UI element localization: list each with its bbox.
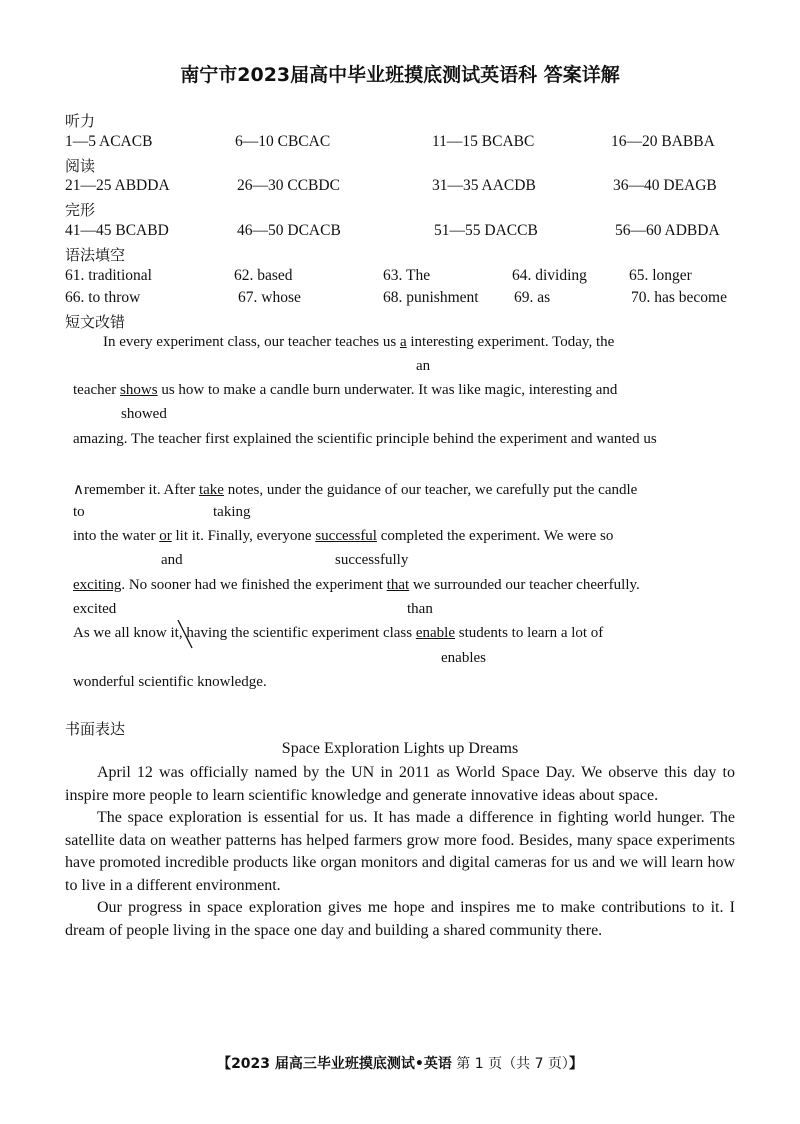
- footer-bracket: 】: [568, 1056, 583, 1072]
- answer-group: 21—25 ABDDA: [65, 177, 170, 194]
- correction-word: excited: [73, 601, 117, 617]
- grammar-answer: 61. traditional: [65, 267, 152, 284]
- correction-line-6: [73, 577, 640, 594]
- text: lit it. Finally, everyone: [171, 528, 316, 544]
- answer-group: 6—10 CBCAC: [235, 133, 331, 150]
- footer-label: 2023 届高三毕业班摸底测试: [231, 1056, 415, 1072]
- section-writing: 书面表达: [65, 720, 126, 738]
- error-word: or: [159, 528, 172, 544]
- text: remember it. After: [83, 482, 199, 498]
- correction-word: and: [161, 552, 183, 568]
- correction-word: taking: [213, 504, 251, 520]
- grammar-answer: 69. as: [514, 289, 551, 306]
- text: teacher: [73, 382, 121, 398]
- grammar-answer: 70. has become: [631, 289, 727, 306]
- answers-cloze-row: [65, 222, 755, 242]
- answer-group: 36—40 DEAGB: [613, 177, 717, 194]
- footer-dot: •: [414, 1056, 424, 1072]
- grammar-answer: 63. The: [383, 267, 431, 284]
- insert-mark: ∧: [73, 482, 84, 498]
- error-word: that: [386, 577, 410, 593]
- error-word: successful: [315, 528, 377, 544]
- text: notes, under the guidance of our teacher, we carefully put the candle: [223, 482, 638, 498]
- deletion-slash-icon: [177, 619, 193, 649]
- essay-paragraph: The space exploration is essential for us. It has made a difference in fighting world hunger. The satellite data on weather patterns has helped farmers grow more food. Besides, many space experiments have promoted incredible products like organ monitors and digital cameras for us and we will learn how to live in a different environment.: [65, 809, 735, 894]
- footer-bracket: 【: [217, 1056, 232, 1072]
- correction-line-3: amazing. The teacher first explained the scientific principle behind the experiment and wanted us: [73, 431, 657, 447]
- page-footer: [0, 1053, 800, 1073]
- answer-group: 16—20 BABBA: [611, 133, 715, 150]
- section-listening: 听力: [65, 112, 96, 130]
- text: into the water: [73, 528, 160, 544]
- section-cloze: 完形: [65, 201, 96, 219]
- answers-reading-row: [65, 177, 755, 197]
- error-word: take: [198, 482, 224, 498]
- text: interesting experiment. Today, the: [406, 334, 615, 350]
- text: . No sooner had we finished the experiment: [121, 577, 387, 593]
- grammar-answer: 67. whose: [238, 289, 301, 306]
- grammar-answer: 68. punishment: [383, 289, 479, 306]
- error-word: shows: [120, 382, 158, 398]
- footer-page-number: 第 1 页（共 7 页）: [451, 1056, 569, 1072]
- grammar-answer: 62. based: [234, 267, 293, 284]
- text: completed the experiment. We were so: [376, 528, 614, 544]
- essay-paragraph: Our progress in space exploration gives me hope and inspires me to make contributions to it. I dream of people living in the space one day and building a shared community there.: [65, 899, 735, 939]
- text: , having the scientific experiment class: [178, 625, 416, 641]
- answer-group: 56—60 ADBDA: [615, 222, 720, 239]
- correction-line-7: [73, 625, 603, 642]
- grammar-answer: 64. dividing: [512, 267, 587, 284]
- error-word: exciting: [73, 577, 122, 593]
- section-grammar: 语法填空: [65, 246, 126, 264]
- essay-title: Space Exploration Lights up Dreams: [281, 740, 519, 757]
- answer-group: 26—30 CCBDC: [237, 177, 340, 194]
- answers-grammar-row-2: [65, 289, 755, 309]
- text: we surrounded our teacher cheerfully.: [409, 577, 640, 593]
- answer-group: 46—50 DCACB: [237, 222, 341, 239]
- correction-word: enables: [441, 650, 486, 666]
- correction-word: an: [416, 358, 431, 374]
- grammar-answer: 65. longer: [629, 267, 692, 284]
- answer-group: 11—15 BCABC: [432, 133, 535, 150]
- text: In every experiment class, our teacher teaches us: [103, 334, 400, 350]
- error-word: enable: [415, 625, 455, 641]
- answers-listening-row: [65, 133, 755, 153]
- correction-line-2: [73, 382, 617, 399]
- section-reading: 阅读: [65, 157, 96, 175]
- correction-line-4: [73, 480, 637, 499]
- answer-group: 51—55 DACCB: [434, 222, 538, 239]
- correction-line-8: wonderful scientific knowledge.: [73, 674, 267, 690]
- essay-body: [65, 762, 735, 942]
- text: us how to make a candle burn underwater. It was like magic, interesting and: [157, 382, 618, 398]
- correction-word: to: [73, 504, 85, 520]
- answers-grammar-row-1: [65, 267, 755, 287]
- correction-line-5: [73, 528, 613, 545]
- section-correction: 短文改错: [65, 313, 126, 331]
- footer-subject: 英语: [423, 1056, 452, 1072]
- correction-word: successfully: [335, 552, 409, 568]
- error-word: a: [399, 334, 407, 350]
- page-title: 南宁市2023届高中毕业班摸底测试英语科 答案详解: [180, 64, 620, 86]
- answer-group: 1—5 ACACB: [65, 133, 153, 150]
- grammar-answer: 66. to throw: [65, 289, 141, 306]
- correction-word: showed: [121, 406, 167, 422]
- essay-paragraph: April 12 was officially named by the UN in 2011 as World Space Day. We observe this day to inspire more people to learn scientific knowledge and generate innovative ideas about space.: [65, 764, 735, 804]
- text: students to learn a lot of: [455, 625, 604, 641]
- correction-word: than: [407, 601, 433, 617]
- deleted-word: it: [170, 625, 179, 641]
- answer-group: 31—35 AACDB: [432, 177, 536, 194]
- text: As we all know: [73, 625, 171, 641]
- answer-group: 41—45 BCABD: [65, 222, 169, 239]
- correction-line-1: [103, 334, 614, 351]
